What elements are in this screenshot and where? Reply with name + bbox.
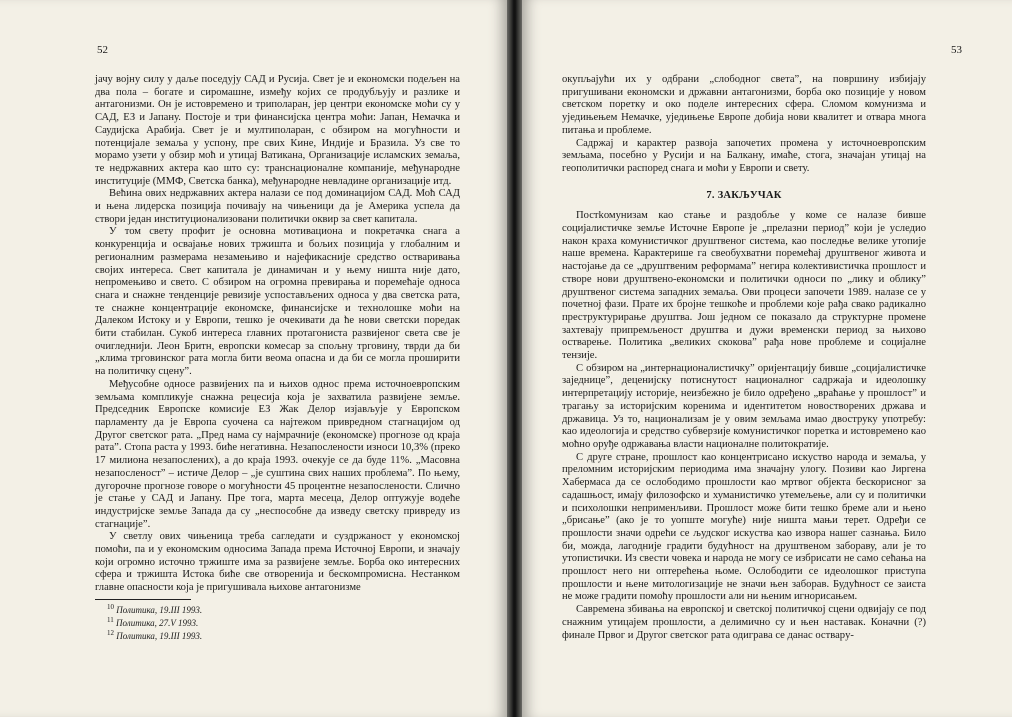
- footnote-text: Политика, 19.III 1993.: [116, 630, 203, 641]
- paragraph: У светлу ових чињеница треба сагледати и суздржаност у економској помоћи, па и у економским односима Запада према Источној Европи, и значају који огромно источно тржиште има за развијене земље. Борба око интересних сфера и тржишта Истока биће све отворенија и бескомпромисна. Нестанком главне опасности која је пригушивала њихове антагонизме: [95, 531, 460, 594]
- footnote-text: Политика, 19.III 1993.: [116, 604, 203, 615]
- footnote-number: 11: [107, 615, 114, 624]
- footnote-text: Политика, 27.V 1993.: [116, 617, 199, 628]
- footnote: [95, 630, 460, 643]
- page-number-left: 52: [97, 44, 108, 56]
- footnote-divider: [95, 599, 191, 600]
- paragraph: Постkомунизам као стање и раздобље у коме се налазе бивше социјалистичке земље Источне Европе је „прелазни период” који је уследио након краха комунистичког друштвеног система, као последње велике утопије наше времена. Карактерише га свеобухватни поремећај друштвеног живота и настојање да се „друштвеним реформама” негира колективистичка прошлост и створе нови друштвено-економски и политички односи по „лику и облику” друштвеног система западних земаља. Ови процеси започети 1989. налазе се у почетној фази. Прате их бројне тешкоће и проблеми које рађа свако радикално преструктурирање друштва. Још једном се показало да структурне промене захтевају припремљеност друштва и дужи временски период за њихово остварење. Политика „великих скокова” рађа нове проблеме и социјалне тензије.: [562, 210, 926, 362]
- section-heading: 7. ЗАКЉУЧАК: [706, 189, 782, 201]
- paragraph: Међусобне односе развијених па и њихов однос према источноевропским земљама компликује снажна рецесија која је захватила развијене земље. Председник Европске комисије ЕЗ Жак Делор изјављује у Европском парламенту да је Европа суочена са најтежом привредном стагнацијом од Другог светског рата. „Пред нама су најмрачније (економске) прогнозе од краја рата”. Стопа раста у 1993. биће негативна. Незапослености износи 10,3% (преко 17 милиона незапослених), а до краја 1993. очекује се да буде 11%. „Масовна незапосленост” – истиче Делор – „је суштина свих наших проблема”. По њему, дугорочне прогнозе говоре о могућности 45 процентне незапослености. Слично је стање у САД и Јапану. Пре тога, марта месеца, Делор оптужује водеће индустријске земље Запада да су „неспособне да изведу светску привреду из стагнације”.: [95, 378, 460, 530]
- footnote: [95, 604, 460, 617]
- paragraph: јачу војну силу у даље поседују САД и Русија. Свет је и економски подељен на два пола – богате и сиромашне, између којих се продубљују и разлике и антагонизми. Он је истовремено и триполаран, јер центри економске моћи су у САД, ЕЗ и Јапану. Постоје и три финансијска центра моћи: Јапан, Немачка и Саудијска Арабија. Свет је и мултиполаран, с обзиром на могућности и потенцијале земаља у успону, пре свих Кине, Индије и Бразила. Уз све то морамо узети у обзир моћ и утицај Ватикана, Организације исламских земаља, те недржавних актера као што су: транснационалне компаније, међународне институције (ММФ, Светска банка), међународне невладине организације итд.: [95, 74, 460, 187]
- page-number-right: 53: [951, 44, 962, 56]
- paragraph: С друге стране, прошлост као концентрисано искуство народа и земаља, у преломним историјским периодима има значајну улогу. Позиви као Јиргена Хабермаса да се ослободимо прошлости као мртвог објекта бескорисног за садашњост, имају филозофско и хуманистичко утемељење, али су и политички и психолошки неприменљиви. Прошлост може бити тешко бреме али и њено „брисање” (ако је то уопште могуће) није ништа мањи терет. Одређи се прошлости значи одрећи се људског искуства као извора нашег сазнања. Било би, можда, лагодније градити будућност на друштвеном забораву, али је то утопистички. Из свести човека и народа не могу се избрисати не само сећања на прошлост него ни оптерећења њоме. Ослободити се идеолошког приступа прошлости и њене митологизације не значи њен заборав. Будућност се заиста не може градити помоћу прошлости али ни њеним игнорисањем.: [562, 451, 926, 603]
- paragraph: Савремена збивања на европској и светској политичкој сцени одвијају се под снажним утицајем прошлости, а делимично су и њен наставак. Коначни (?) финале Првог и Другог светског рата одиграва се данас остварy-: [562, 604, 926, 641]
- left-page-body: [95, 74, 460, 643]
- paragraph: У том свету профит је основна мотивациона и покретачка снага а конкуренција и освајање нових тржишта и бољих позиција у глобалним и регионалним размерама незамењиво и најефикасније средство остваривања својих интереса. Свет капитала је динамичан и у њему ништа није дато, непромењиво и свето. С обзиром на огромна превирања и поремећаје односа снага и снажне тенденције ревизије успостављених односа у два светска рата, те снажне концентрације економске, финансијске и технолошке моћи на Далеком Истоку и у Европи, тешко је очекивати да ће нови светски поредак бити стабилан. Сукоб интереса главних протагониста развијеног света све је очигледнији. Леон Бритн, европски комесар за спољну трговину, тврди да би „клима трговинског рата могла бити веома опасна и да би се могла проширити на политичку сцену”.: [95, 226, 460, 378]
- footnote: [95, 617, 460, 630]
- footnote-number: 12: [107, 628, 114, 637]
- paragraph: окупљајући их у одбрани „слободног света”, на површину избијају пригушивани економски и државни антагонизми, борба око позиције у новом светском поретку и око поделе интересних сфера. Сломом комунизма и уједињењем Немачке, уједињење Европе добија нови квалитет и отвара многа питања и проблеме.: [562, 74, 926, 136]
- paragraph: Већина ових недржавних актера налази се под доминацијом САД. Моћ САД и њена лидерска позиција почивају на чињеници да је Америка успела да створи један институционализовани политички оквир за свет капитала.: [95, 188, 460, 225]
- paragraph: Садржај и карактер развоја започетих промена у источноевропским земљама, посебно у Русији и на Балкану, имаће, стога, значајан утицај на геополитички распоред снага и моћи у Европи и свету.: [562, 137, 926, 174]
- right-page-body: [562, 74, 926, 642]
- paragraph: С обзиром на „интернационалистичку” оријентацију бивше „социјалистичке заједнице”, деценијску потиснутост националног садржаја и идеолошку интерпретацију историје, неизбежно је било одређено „враћање у прошлост” и трагању за историјским коренима и идентитетом новостворених држава и државица. Уз то, национализам је у овим земљама имао двоструку употребу: као идеологија и средство субверзије комунистичког поретка и истовремено као моћно оруђе одржавања власти националне политократије.: [562, 362, 926, 450]
- right-page: [522, 0, 1012, 717]
- book-spine: [507, 0, 522, 717]
- footnote-number: 10: [107, 602, 114, 611]
